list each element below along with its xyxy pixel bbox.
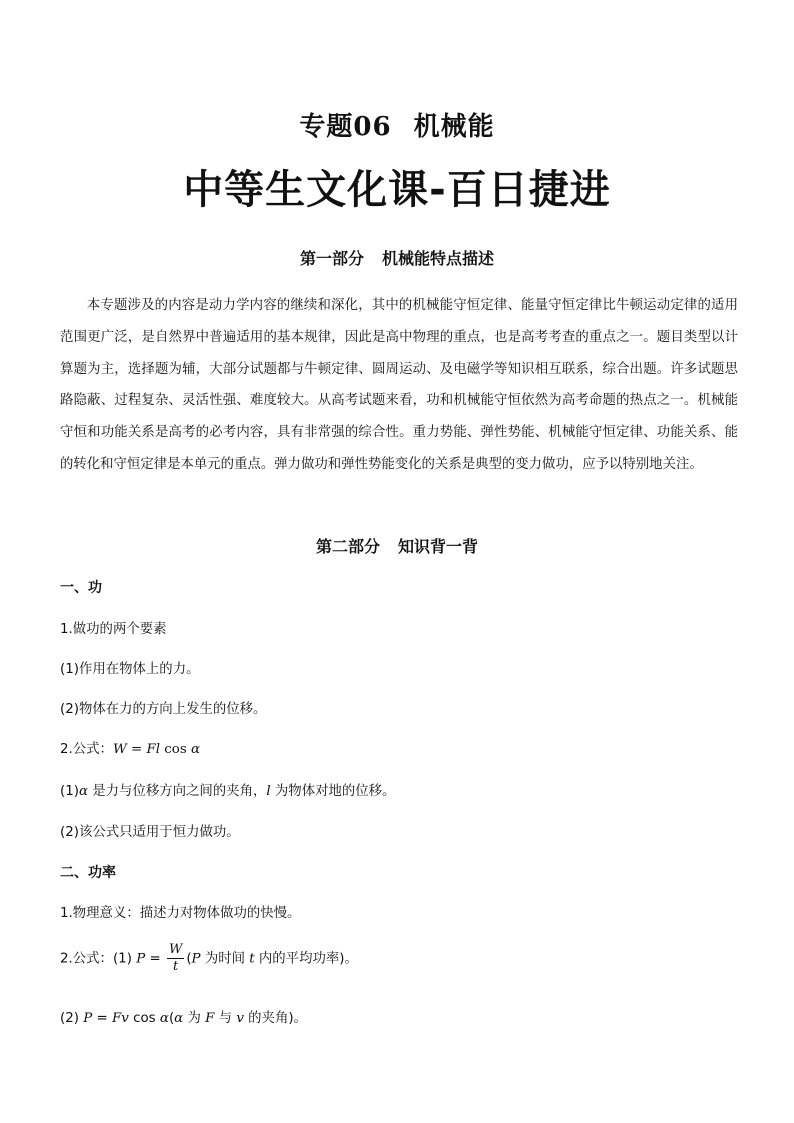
part-one-paragraph: 本专题涉及的内容是动力学内容的继续和深化，其中的机械能守恒定律、能量守恒定律比牛顿运动定律的适用范围更广泛，是自然界中普遍适用的基本规律，因此是高中物理的重点，也是高考考查的重点之一。题目类型以计算题为主，选择题为辅，大部分试题都与牛顿定律、圆周运动、及电磁学等知识相互联系，综合出题。许多试题思路隐蔽、过程复杂、灵活性强、难度较大。从高考试题来看，功和机械能守恒依然为高考命题的热点之一。机械能守恒和功能关系是高考的必考内容，具有非常强的综合性。重力势能、弹性势能、机械能守恒定律、功能关系、能的转化和守恒定律是本单元的重点。弹力做功和弹性势能变化的关系是典型的变力做功，应予以特别地关注。 [60,298,738,472]
fraction-w-over-t: $\frac{W}{t}$ [168,942,183,974]
topic-name: 机械能 [413,112,495,142]
topic-prefix: 专题06 [299,112,392,142]
work-item-1b: (2)物体在力的方向上发生的位移。 [60,702,267,717]
work-formula: W = Fl cos α [112,742,201,757]
part-two-name: 知识背一背 [398,537,479,556]
work-formula-prefix: 2.公式： [60,742,113,757]
work-note-1: (1)α 是力与位移方向之间的夹角，l 为物体对地的位移。 [60,784,396,799]
work-note-2: (2)该公式只适用于恒力做功。 [60,825,240,840]
work-item-1: 1.做功的两个要素 [60,622,167,637]
power-formula-instant: (2) P = Fv cos α(α 为 F 与 v 的夹角)。 [60,1011,307,1026]
part-one-name: 机械能特点描述 [382,249,495,268]
series-title: 中等生文化课-百日捷进 [183,167,611,213]
power-formula-average: 2.公式：(1) P = $\frac{W}{t}$ (P 为时间 t 内的平均功率)。 [60,942,358,974]
work-formula-line [60,738,200,757]
topic-title [0,106,794,143]
power-item-1: 1.物理意义：描述力对物体做功的快慢。 [60,906,301,921]
part-one-label: 第一部分 [299,249,364,268]
work-item-1a: (1)作用在物体上的力。 [60,662,200,677]
part-two-title [0,534,794,557]
section-work-heading: 一、功 [60,580,102,596]
section-power-heading: 二、功率 [60,865,116,881]
part-two-label: 第二部分 [315,537,380,556]
part-one-title [0,246,794,269]
